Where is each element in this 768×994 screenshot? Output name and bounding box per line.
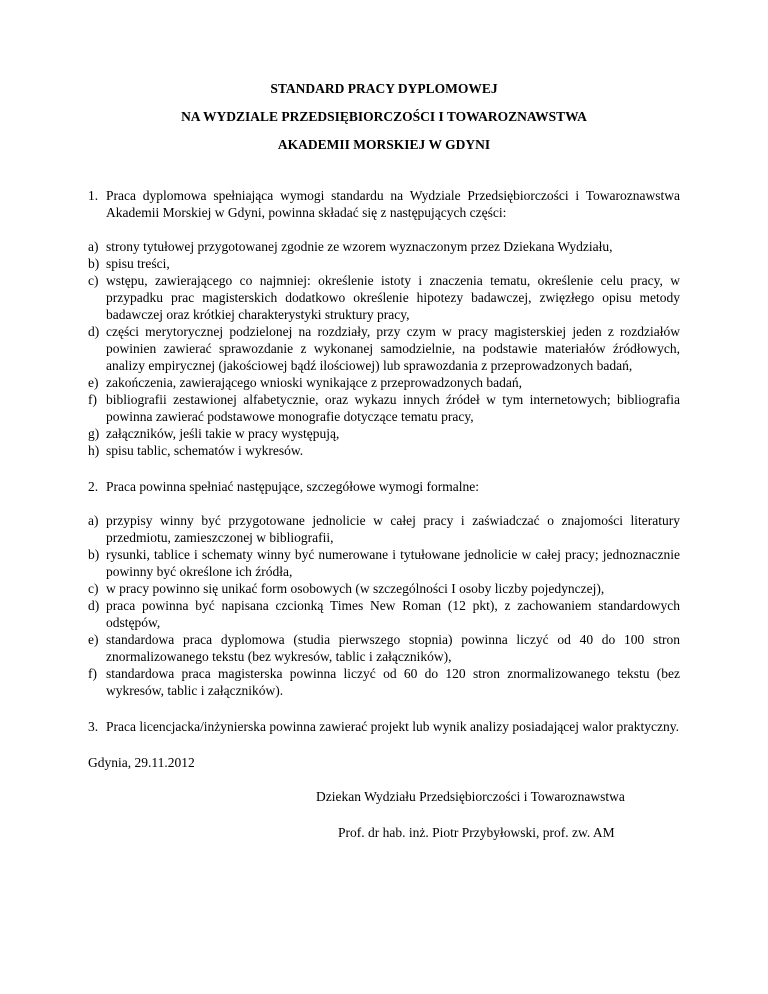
list-item [88, 631, 680, 665]
section-1 [88, 187, 680, 459]
list-item-letter: a) [88, 239, 99, 254]
list-item-letter: a) [88, 513, 99, 528]
list-item-letter: h) [88, 443, 100, 458]
dean-title: Dziekan Wydziału Przedsiębiorczości i Towaroznawstwa [316, 789, 625, 804]
section-2 [88, 478, 680, 699]
list-item [88, 597, 680, 631]
list-item-text: standardowa praca magisterska powinna liczyć od 60 do 120 stron znormalizowanego tekstu (bez wykresów, tablic i załączników). [106, 666, 680, 698]
list-item-text: wstępu, zawierającego co najmniej: określenie istoty i znaczenia tematu, określenie celu pracy, w przypadku prac magisterskich dodatkowo określenie hipotezy badawczej, zwięzłego opisu metody badawczej oraz krótkiej charakterystyki struktury pracy, [106, 273, 680, 322]
list-item [88, 238, 680, 255]
list-item [88, 425, 680, 442]
document-title-line-3: AKADEMII MORSKIEJ W GDYNI [277, 137, 491, 152]
section-text: Praca licencjacka/inżynierska powinna zawierać projekt lub wynik analizy posiadającej walor praktyczny. [106, 719, 679, 734]
document-date: Gdynia, 29.11.2012 [88, 755, 195, 770]
list-item-text: w pracy powinno się unikać form osobowych (w szczególności I osoby liczby pojedynczej), [106, 581, 605, 596]
list-item [88, 374, 680, 391]
list-item-text: standardowa praca dyplomowa (studia pierwszego stopnia) powinna liczyć od 40 do 100 stron znormalizowanego tekstu (bez wykresów, tablic i załączników), [106, 632, 680, 664]
list-item [88, 272, 680, 323]
document-title-line-1: STANDARD PRACY DYPLOMOWEJ [270, 81, 498, 96]
list-item [88, 323, 680, 374]
section-3 [88, 718, 680, 735]
list-item-letter: b) [88, 256, 100, 271]
list-item-letter: d) [88, 324, 100, 339]
signature-block [316, 788, 680, 841]
list-item-text: spisu treści, [106, 256, 170, 271]
list-item-letter: g) [88, 426, 100, 441]
list-item-text: przypisy winny być przygotowane jednolicie w całej pracy i zaświadczać o znajomości literatury przedmiotu, zamieszczonej w bibliografii, [106, 513, 680, 545]
document-title-line-2: NA WYDZIALE PRZEDSIĘBIORCZOŚCI I TOWAROZNAWSTWA [181, 109, 587, 124]
section-number: 1. [88, 188, 99, 203]
list-item-text: strony tytułowej przygotowanej zgodnie ze wzorem wyznaczonym przez Dziekana Wydziału, [106, 239, 613, 254]
dean-name: Prof. dr hab. inż. Piotr Przybyłowski, prof. zw. AM [338, 825, 615, 840]
list-item-text: bibliografii zestawionej alfabetycznie, oraz wykazu innych źródeł w tym internetowych; bibliografia powinna zawierać podstawowe monografie dotyczące tematu pracy, [106, 392, 680, 424]
section-2-list [88, 512, 680, 699]
list-item [88, 255, 680, 272]
list-item-text: spisu tablic, schematów i wykresów. [106, 443, 304, 458]
list-item-letter: d) [88, 598, 100, 613]
list-item-letter: f) [88, 392, 97, 407]
list-item [88, 391, 680, 425]
list-item [88, 665, 680, 699]
list-item-letter: f) [88, 666, 97, 681]
section-number: 3. [88, 719, 99, 734]
section-number: 2. [88, 479, 99, 494]
list-item-letter: e) [88, 375, 99, 390]
list-item [88, 512, 680, 546]
list-item [88, 546, 680, 580]
list-item-letter: e) [88, 632, 99, 647]
list-item-text: części merytorycznej podzielonej na rozdziały, przy czym w pracy magisterskiej jeden z rozdziałów powinien zawierać sprawozdanie z wykonanej samodzielnie, na podstawie materiałów źródłowych, analizy empirycznej (jakościowej bądź ilościowej) lub sprawozdania z przeprowadzonych badań, [106, 324, 680, 373]
list-item [88, 442, 680, 459]
list-item [88, 580, 680, 597]
list-item-text: załączników, jeśli takie w pracy występują, [106, 426, 340, 441]
section-1-list [88, 238, 680, 459]
list-item-letter: c) [88, 273, 99, 288]
list-item-letter: c) [88, 581, 99, 596]
list-item-letter: b) [88, 547, 100, 562]
section-text: Praca powinna spełniać następujące, szczegółowe wymogi formalne: [106, 479, 479, 494]
section-text: Praca dyplomowa spełniająca wymogi standardu na Wydziale Przedsiębiorczości i Towaroznawstwa Akademii Morskiej w Gdyni, powinna składać się z następujących części: [106, 188, 680, 220]
list-item-text: rysunki, tablice i schematy winny być numerowane i tytułowane jednolicie w całej pracy; jednoznacznie powinny być określone ich źródła, [106, 547, 680, 579]
document-page [88, 80, 680, 841]
list-item-text: zakończenia, zawierającego wnioski wynikające z przeprowadzonych badań, [106, 375, 523, 390]
list-item-text: praca powinna być napisana czcionką Times New Roman (12 pkt), z zachowaniem standardowych odstępów, [106, 598, 680, 630]
